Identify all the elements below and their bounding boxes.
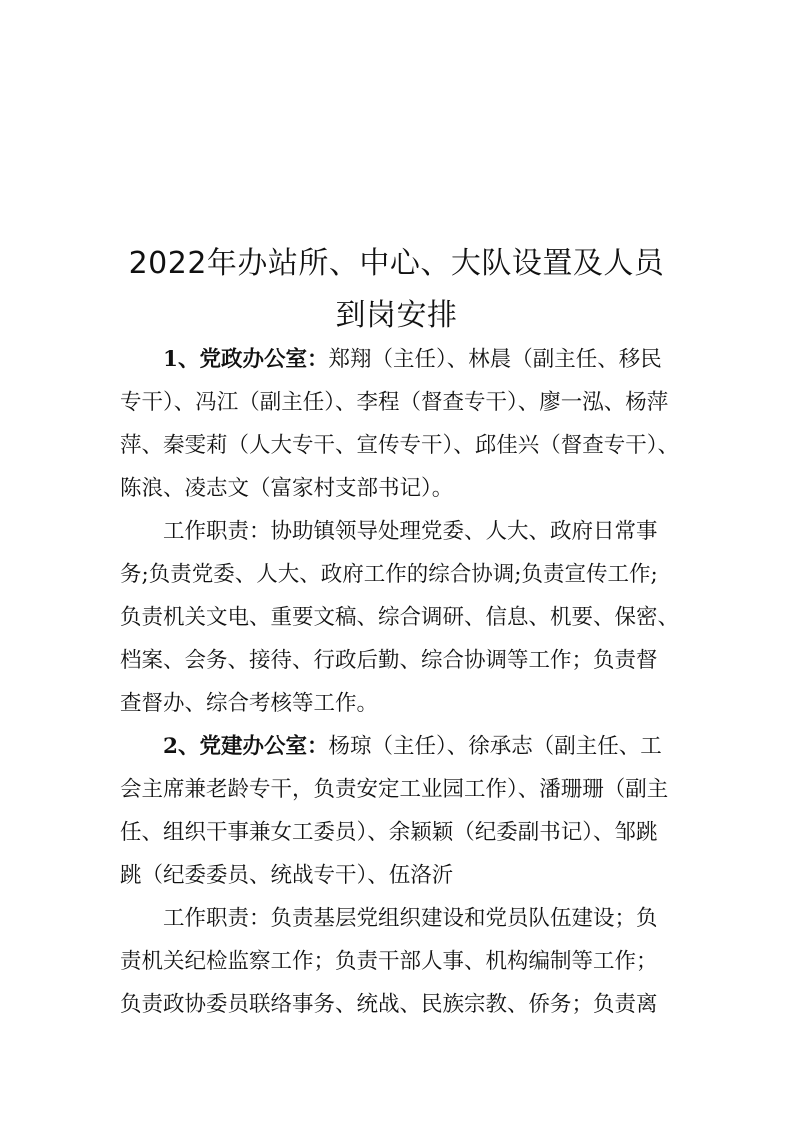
section-1-members-text: 郑翔（主任）、林晨（副主任、移民 [328,347,662,372]
section-2-duties-text: 负责政协委员联络事务、统战、民族宗教、侨务；负责离 [120,992,658,1017]
section-1-duties-text: 务;负责党委、人大、政府工作的综合协调;负责宣传工作; [120,562,658,587]
section-2-duties-text: 工作职责：负责基层党组织建设和党员队伍建设；负 [163,906,658,931]
section-1-duties-line-1 [120,513,675,550]
section-2-line-3 [120,814,675,851]
section-1-line-2 [120,384,675,421]
section-1-duties-line-3 [120,599,680,636]
document-title-line-1: 2022年办站所、中心、大队设置及人员 [128,246,665,281]
section-1-duties-line-4 [120,642,675,679]
section-1-duties-text: 档案、会务、接待、行政后勤、综合协调等工作；负责督 [120,648,658,673]
section-2-members-text: 任、组织干事兼女工委员）、余颖颖（纪委副书记）、邹跳 [120,820,658,845]
document-body [120,0,680,1122]
section-2-duties-line-2 [120,943,675,980]
section-2-line-1 [120,728,675,765]
section-1-heading: 1、党政办公室： [163,347,329,372]
section-1-line-3 [120,427,680,464]
section-2-members-text: 跳（纪委委员、统战专干）、伍洛沂 [120,863,454,888]
section-1-duties-line-5 [120,685,675,722]
section-2-heading: 2、党建办公室： [163,734,329,759]
section-2-duties-line-3 [120,986,675,1023]
section-1-duties-text: 工作职责：协助镇领导处理党委、人大、政府日常事 [163,519,658,544]
section-2-line-4 [120,857,675,894]
section-1-duties-text: 查督办、综合考核等工作。 [120,691,379,716]
section-1-duties-text: 负责机关文电、重要文稿、综合调研、信息、机要、保密、 [120,605,680,630]
section-2-members-text: 会主席兼老龄专干，负责安定工业园工作）、潘珊珊（副主 [120,777,669,802]
section-2-duties-text: 责机关纪检监察工作；负责干部人事、机构编制等工作； [120,949,658,974]
section-1-members-text: 萍、秦雯莉（人大专干、宣传专干）、邱佳兴（督查专干）、 [120,433,680,458]
section-2-duties-line-1 [120,900,675,937]
section-2-members-text: 杨琼（主任）、徐承志（副主任、工 [328,734,662,759]
section-2-line-2 [120,771,675,808]
section-1-members-text: 陈浪、凌志文（富家村支部书记）。 [120,476,454,501]
document-title-line-2: 到岗安排 [335,298,458,333]
section-1-duties-line-2 [120,556,675,593]
section-1-line-1 [120,341,675,378]
section-1-line-4 [120,470,675,507]
section-1-members-text: 专干）、冯江（副主任）、李程（督查专干）、廖一泓、杨萍 [120,390,669,415]
